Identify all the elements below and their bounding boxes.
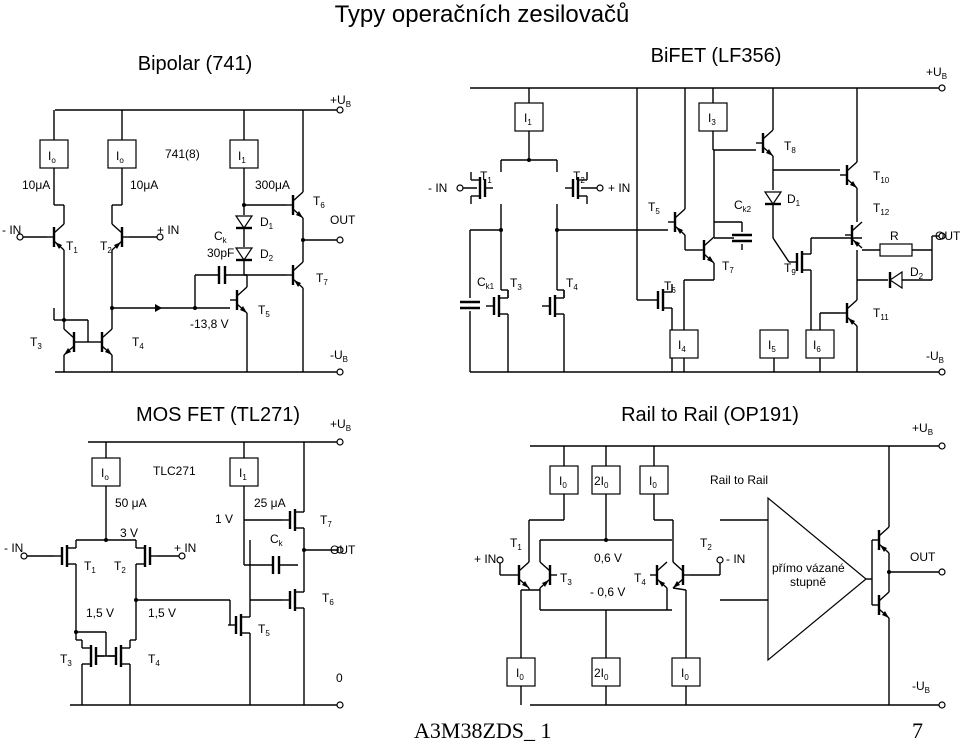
svg-text:1,5 V: 1,5 V (148, 606, 177, 620)
svg-text:T7: $T_7$ (722, 259, 734, 275)
svg-text:T3: $T_3$ (30, 335, 42, 351)
railtorail-vminus: $-U_B$ (912, 679, 931, 695)
footer-course: A3M38ZDS_ 1 (414, 718, 552, 743)
svg-text:2I0: $2I_0$ (594, 474, 609, 490)
bipolar-voltage: -13,8 V (190, 317, 229, 331)
bipolar-vminus: $-U_B$ (330, 348, 349, 364)
svg-text:T8: $T_8$ (784, 139, 796, 155)
svg-text:Io: $I_o$ (101, 466, 109, 482)
svg-text:Ck: $C_k$ (270, 532, 283, 548)
svg-text:1,5 V: 1,5 V (86, 606, 115, 620)
svg-text:přímo vázané: přímo vázané (772, 561, 845, 575)
label-rail-to-rail: Rail to Rail (710, 473, 769, 487)
mosfet-title: MOS FET (TL271) (135, 404, 301, 426)
svg-text:I1: $I_1$ (238, 149, 246, 165)
rail-out[interactable]: OUT (910, 550, 936, 564)
label-tlc271: TLC271 (153, 464, 196, 478)
label-741: 741(8) (165, 147, 200, 161)
svg-text:T3: $T_3$ (60, 652, 72, 668)
mosfet-vplus: $+U_B$ (330, 417, 352, 433)
svg-text:I5: $I_5$ (768, 338, 776, 354)
svg-text:50 μA: 50 μA (115, 496, 147, 510)
bifet-vminus: $-U_B$ (926, 349, 945, 365)
mosfet-zero: 0 (336, 671, 343, 685)
svg-text:Ck2: $C_{k2}$ (734, 198, 752, 214)
svg-text:T4: $T_4$ (132, 335, 144, 351)
svg-text:I6: $I_6$ (813, 338, 821, 354)
svg-text:25 μA: 25 μA (254, 496, 286, 510)
svg-text:T5: $T_5$ (258, 622, 270, 638)
bifet-resistor (880, 244, 912, 256)
svg-text:T4: $T_4$ (566, 276, 578, 292)
railtorail-vplus: $+U_B$ (912, 421, 934, 437)
bipolar-title: Bipolar (741) (137, 53, 253, 75)
svg-text:D1: $D_1$ (787, 192, 801, 208)
bipolar-vplus: $+U_B$ (330, 93, 352, 109)
ck-value: 30pF (207, 246, 235, 260)
svg-text:T4: $T_4$ (148, 652, 160, 668)
svg-text:T6: $T_6$ (322, 591, 334, 607)
current-10ua-1: 10μA (22, 178, 51, 192)
svg-text:T5: $T_5$ (258, 303, 270, 319)
mosfet-minus-in[interactable]: - IN (4, 541, 24, 555)
svg-text:T1: $T_1$ (480, 169, 492, 185)
footer-page-number: 7 (912, 718, 923, 743)
svg-text:T9: $T_9$ (784, 261, 796, 277)
svg-text:T12: $T_{12}$ (873, 201, 890, 217)
bifet-title: BiFET (LF356) (650, 45, 782, 67)
bifet-out[interactable]: OUT (935, 229, 960, 243)
rail-minus-in[interactable]: - IN (726, 552, 746, 566)
svg-text:T2: $T_2$ (100, 239, 112, 255)
svg-text:I0: $I_0$ (649, 474, 657, 490)
svg-text:T7: $T_7$ (320, 513, 332, 529)
current-10ua-2: 10μA (130, 178, 159, 192)
mosfet-section (4, 404, 356, 708)
bifet-plus-in[interactable]: + IN (608, 181, 631, 195)
svg-text:T10: $T_{10}$ (873, 169, 890, 185)
mosfet-plus-in[interactable]: + IN (174, 541, 197, 555)
svg-text:T2: $T_2$ (700, 536, 712, 552)
page-title: Typy operačních zesilovačů (334, 1, 630, 28)
svg-text:D1: $D_1$ (260, 215, 274, 231)
svg-text:I4: $I_4$ (678, 338, 686, 354)
rail-plus-in[interactable]: + IN (474, 552, 497, 566)
svg-text:Ck1: $C_{k1}$ (477, 275, 495, 291)
svg-text:T5: $T_5$ (648, 200, 660, 216)
svg-text:T2: $T_2$ (573, 169, 585, 185)
svg-text:Ck: $C_k$ (214, 229, 227, 245)
svg-text:3 V: 3 V (120, 526, 139, 540)
bipolar-out[interactable]: OUT (330, 213, 356, 227)
svg-text:1 V: 1 V (215, 512, 234, 526)
svg-text:T3: $T_3$ (560, 571, 572, 587)
svg-text:Io: $I_o$ (48, 149, 56, 165)
svg-text:T6: $T_6$ (664, 279, 676, 295)
svg-text:I3: $I_3$ (708, 111, 716, 127)
svg-text:T2: $T_2$ (114, 559, 126, 575)
svg-text:T6: $T_6$ (313, 194, 325, 210)
mosfet-out[interactable]: OUT (330, 543, 356, 557)
svg-text:T1: $T_1$ (510, 536, 522, 552)
railtorail-title: Rail to Rail (OP191) (621, 404, 799, 426)
bifet-section (428, 45, 960, 375)
svg-text:Io: $I_o$ (116, 149, 124, 165)
svg-text:R: R (890, 229, 899, 243)
svg-text:- 0,6 V: - 0,6 V (590, 585, 626, 599)
svg-text:T1: $T_1$ (84, 559, 96, 575)
svg-text:T1: $T_1$ (66, 239, 78, 255)
bipolar-section (2, 53, 356, 375)
svg-text:T3: $T_3$ (510, 276, 522, 292)
svg-text:T11: $T_{11}$ (873, 306, 889, 322)
current-300ua: 300μA (255, 178, 290, 192)
railtorail-section (474, 404, 945, 708)
bifet-vplus: $+U_B$ (926, 65, 948, 81)
svg-text:I1: $I_1$ (239, 466, 247, 482)
svg-text:I0: $I_0$ (516, 666, 524, 682)
svg-text:T4: $T_4$ (634, 571, 646, 587)
bifet-minus-in[interactable]: - IN (428, 181, 448, 195)
bipolar-minus-in[interactable]: - IN (2, 223, 22, 237)
svg-text:I0: $I_0$ (559, 474, 567, 490)
svg-text:2I0: $2I_0$ (594, 666, 609, 682)
svg-text:stupně: stupně (790, 575, 827, 589)
bipolar-plus-in[interactable]: + IN (157, 223, 180, 237)
svg-text:I1: $I_1$ (524, 111, 532, 127)
svg-text:0,6 V: 0,6 V (594, 551, 623, 565)
svg-text:D2: $D_2$ (260, 247, 274, 263)
svg-text:D2: $D_2$ (910, 265, 924, 281)
svg-text:I0: $I_0$ (681, 666, 689, 682)
svg-text:T7: $T_7$ (316, 271, 328, 287)
